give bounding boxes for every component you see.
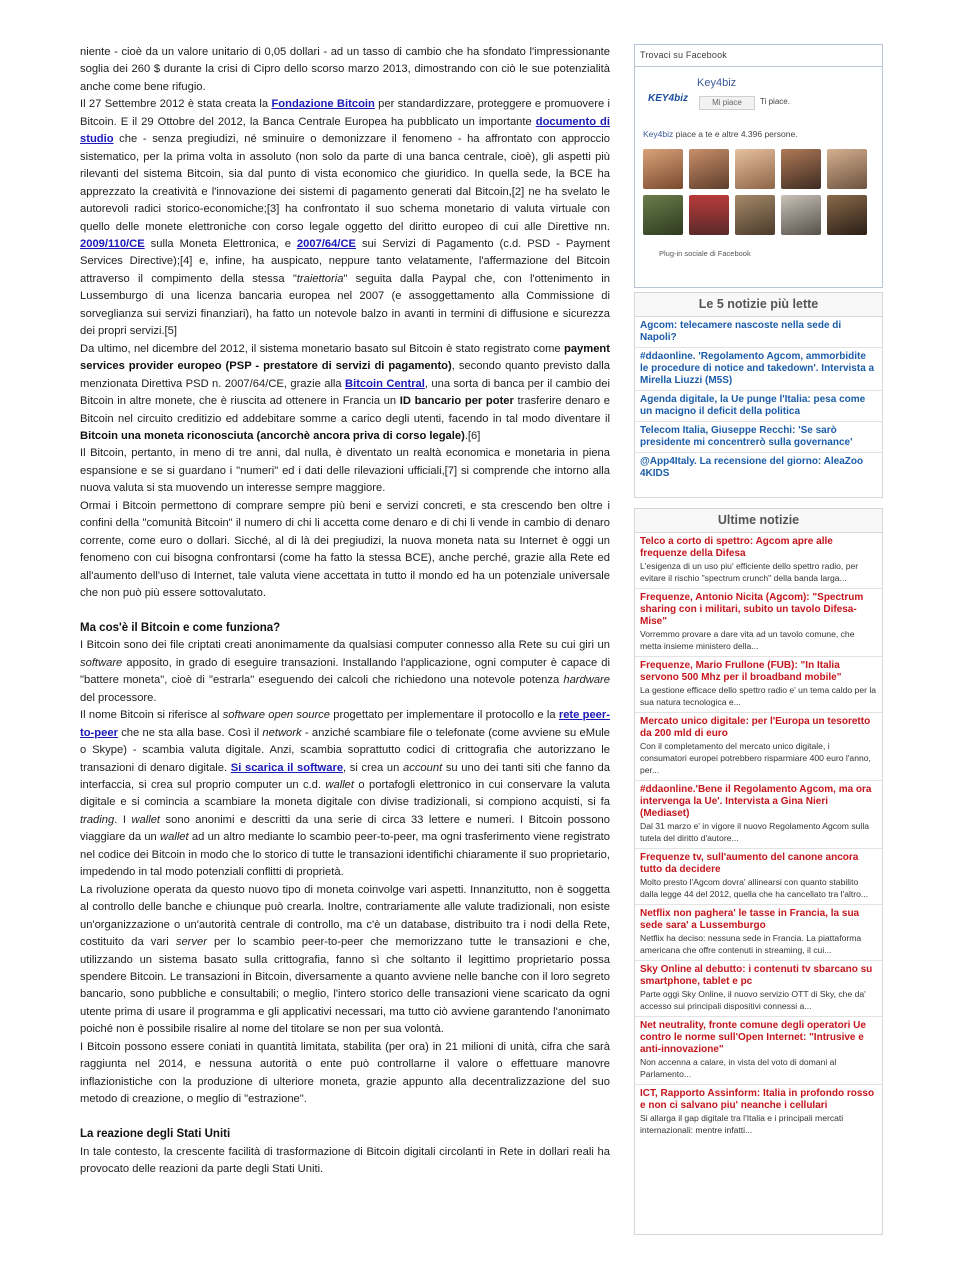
- text: sulla Moneta Elettronica, e: [144, 237, 297, 250]
- article-body: [80, 44, 610, 1178]
- fan-avatar[interactable]: [735, 195, 775, 235]
- directive-2007-64-link[interactable]: 2007/64/CE: [296, 237, 357, 250]
- text: - anziché scambiare file o telefonate (come avviene su eMule o Skype) - scambia valuta digitale. Anzi, scambia soprattutto codici di crittografia che autorizzano le transazioni di denaro digitale.: [80, 726, 611, 774]
- scarica-software-link[interactable]: Si scarica il software: [230, 761, 344, 774]
- text: .[6]: [464, 429, 481, 442]
- article-paragraph: [80, 341, 610, 446]
- news-item: [635, 905, 882, 961]
- text: per lo scambio peer-to-peer che memorizzano tutte le transazioni e che, utilizzando un sistema basato sulla crittografia, fanno sì che soltanto il legittimo proprietario possa spendere Bitcoin. Le transazioni in Bitcoin, diversamente a quanto avviene nelle banche con il loro segreto bancario, sono pubbliche e consultabili; o meglio, l'intero storico delle transazioni viene scaricato da ogni utente prima di usare il programma e gli applicativi necessari, ma tutto ciò avviene garantendo l'anonimato poiché non è possibile risalire al nome del titolare se non per sua volontà.: [80, 936, 611, 1036]
- news-title-link[interactable]: Telco a corto di spettro: Agcom apre alle frequenze della Difesa: [640, 536, 833, 559]
- fondazione-bitcoin-link[interactable]: Fondazione Bitcoin: [271, 98, 375, 111]
- top-news-link[interactable]: #ddaonline. 'Regolamento Agcom, ammorbidite le procedure di notice and takedown'. Intervista a Mirella Liuzzi (M5S): [635, 348, 882, 391]
- bold-text: Bitcoin una moneta riconosciuta (ancorchè ancora priva di corso legale): [80, 429, 465, 442]
- article-paragraph: Il Bitcoin, pertanto, in meno di tre anni, dal nulla, è diventato un realtà economica e monetaria in piena espansione e se si guardano i "numeri" ed i dati delle rilevazioni ufficiali,[7] si comprende che intorno alla nuova valuta si sta muovendo un interesse sempre maggiore.: [80, 447, 610, 495]
- spacer: [80, 1109, 610, 1126]
- top-five-news-box: [634, 292, 883, 498]
- news-excerpt: La gestione efficace dello spettro radio e' un tema caldo per la sua natura tecnologica e...: [640, 685, 877, 707]
- fan-avatar[interactable]: [781, 195, 821, 235]
- emphasis: wallet: [325, 779, 355, 792]
- fan-avatar[interactable]: [689, 195, 729, 235]
- rete-peer-to-peer-link[interactable]: rete peer-to-peer: [80, 709, 610, 739]
- key4biz-logo-icon[interactable]: [647, 87, 693, 107]
- text: Il 27 Settembre 2012 è stata creata la: [80, 98, 272, 111]
- facebook-like-button[interactable]: Mi piace: [699, 96, 755, 110]
- news-excerpt: Dal 31 marzo e' in vigore il nuovo Regolamento Agcom sulla tutela del diritto d'autore...: [640, 821, 870, 843]
- emphasis: network: [262, 726, 302, 739]
- fan-avatar[interactable]: [643, 149, 683, 189]
- top-news-link[interactable]: Agcom: telecamere nascoste nella sede di Napoli?: [635, 317, 882, 348]
- text: , una sorta di banca per il cambio dei Bitcoin in altre monete, che è riuscita ad ottenere in Francia un: [80, 377, 610, 408]
- text: ad un altro mediante lo scambio peer-to-peer, ma ogni trasferimento viene registrato nel codice dei Bitcoin in modo che lo storico di tutte le transazioni identifichi chiaramente il suo proprietario, impedendo in tal modo potenziali conflitti di proprietà.: [80, 831, 611, 879]
- news-excerpt: Molto presto l'Agcom dovra' allinearsi con quanto stabilito dalla legge 44 del 2012, quella che ha cancellato tra l'altro...: [640, 877, 869, 899]
- article-paragraph: [80, 707, 610, 882]
- directive-2009-110-link[interactable]: 2009/110/CE: [80, 237, 145, 250]
- text: che ne sta alla base. Così il: [117, 726, 263, 739]
- documento-di-studio-link[interactable]: documento di studio: [80, 115, 610, 146]
- article-paragraph: In tale contesto, la crescente facilità di trasformazione di Bitcoin digitali circolanti in Rete in dollari reali ha provocato delle reazioni da parte degli Stati Uniti.: [80, 1145, 610, 1175]
- text: sui Servizi di Pagamento (c.d. PSD - Payment Services Directive);[4] e, infine, ha auspicato, neppure tanto velatamente, l'affermazione del Bitcoin attraverso il compimento della stessa ": [80, 237, 610, 285]
- top-news-link[interactable]: @App4Italy. La recensione del giorno: AleaZoo 4KIDS: [640, 456, 864, 479]
- fan-avatar[interactable]: [781, 149, 821, 189]
- emphasis: server: [175, 936, 207, 949]
- section-heading: Ma cos'è il Bitcoin e come funziona?: [80, 621, 281, 634]
- news-excerpt: Si allarga il gap digitale tra l'Italia e i principali mercati internazionali: mentre infatti...: [640, 1113, 844, 1135]
- emphasis: software: [80, 656, 123, 669]
- news-title-link[interactable]: #ddaonline.'Bene il Regolamento Agcom, ma ora intervenga la Ue'. Intervista a Gina Nieri (Mediaset): [640, 784, 872, 819]
- news-excerpt: Netflix ha deciso: nessuna sede in Francia. La piattaforma americana che offre contenuti in streaming, il cui...: [640, 933, 862, 955]
- news-title-link[interactable]: Frequenze tv, sull'aumento del canone ancora tutto da decidere: [640, 852, 859, 875]
- text: su uno dei tanti siti che fanno da interfaccia, si crea sul proprio computer un c.d.: [80, 761, 610, 792]
- text: Da ultimo, nel dicembre del 2012, il sistema monetario basato sul Bitcoin è stato registrato come: [80, 342, 564, 355]
- bold-text: payment services provider europeo (PSP - prestatore di servizi di pagamento): [80, 342, 610, 373]
- news-item: [635, 849, 882, 905]
- article-paragraph: [80, 96, 610, 340]
- section-heading: La reazione degli Stati Uniti: [80, 1128, 231, 1141]
- news-title-link[interactable]: Sky Online al debutto: i contenuti tv sbarcano su smartphone, tablet e pc: [640, 964, 873, 987]
- news-excerpt: Con il completamento del mercato unico digitale, i consumatori europei potrebbero risparmiare 400 euro l'anno, per...: [640, 741, 871, 775]
- news-title-link[interactable]: ICT, Rapporto Assinform: Italia in profondo rosso e non ci salvano piu' neanche i cellulari: [640, 1088, 875, 1111]
- text: , secondo quanto previsto dalla menzionata Direttiva PSD n. 2007/64/CE, grazie alla: [80, 360, 611, 390]
- news-title-link[interactable]: Mercato unico digitale: per l'Europa un tesoretto da 200 mld di euro: [640, 716, 871, 739]
- emphasis: wallet: [131, 813, 161, 826]
- latest-news-box: [634, 508, 883, 1235]
- facebook-like-status: Ti piace.: [760, 97, 790, 106]
- top-five-title: Le 5 notizie più lette: [635, 293, 882, 317]
- text: progettato per implementare il protocollo e la: [329, 709, 559, 722]
- news-item: [635, 781, 882, 849]
- news-item: [635, 961, 882, 1017]
- emphasis: software open source: [222, 709, 330, 722]
- spacer: [80, 603, 610, 620]
- news-item: [635, 533, 882, 589]
- news-item: [635, 1017, 882, 1085]
- news-item: [635, 1085, 882, 1140]
- text: " seguita dalla Paypal che, con l'ottenimento in Lussemburgo di una licenza bancaria europea nel 2007 (e assoggettamento alla Commissione di sorveglianza sui servizi finanziari), ha fatto un notevole balzo in avanti in termini di diffusione e sicurezza dei propri servizi.[5]: [80, 272, 610, 338]
- fan-avatar[interactable]: [827, 149, 867, 189]
- text: . I: [114, 813, 132, 826]
- emphasis: hardware: [563, 674, 610, 687]
- facebook-count-text: piace a te e altre 4.396 persone.: [673, 129, 798, 139]
- text: che - senza pregiudizi, né sminuire o demonizzare il fenomeno - ha affrontato con approccio sistematico, per la prima volta in assoluto (non solo da parte di una banca centrale, cioè), gli aspetti più rilevanti del sistema Bitcoin, sia dal punto di vista economico che giuridico. In quella sede, la BCE ha apprezzato la creatività e l'innovazione dei sistemi di pagamento generati dal Bitcoin,[2] ne ha svelato le autorevoli radici storico-economiche;[3] ha confrontato il suo schema monetario di valuta virtuale con quello delle monete elettroniche con corso legale oggetto del diritto europeo di cui alle Direttive nn.: [80, 133, 610, 233]
- logo-text: KEY4biz: [648, 93, 689, 104]
- news-title-link[interactable]: Net neutrality, fronte comune degli operatori Ue contro le norme sull'Open Internet: "Intrusive e anti-innovazione": [640, 1020, 866, 1055]
- text: sono anonimi e descritti da una serie di circa 33 lettere e numeri. I Bitcoin possono viaggiare da un: [80, 813, 610, 844]
- fan-avatar[interactable]: [735, 149, 775, 189]
- emphasis: traiettoria: [296, 272, 344, 285]
- news-title-link[interactable]: Netflix non paghera' le tasse in Francia, la sua sede sara' a Lussemburgo: [640, 908, 860, 931]
- top-news-link[interactable]: Agenda digitale, la Ue punge l'Italia: pesa come un macigno il deficit della politica: [635, 391, 882, 422]
- facebook-widget: [634, 44, 883, 288]
- news-excerpt: Non accenna a calare, in vista del voto di domani al Parlamento...: [640, 1057, 837, 1079]
- article-paragraph: [80, 637, 610, 707]
- facebook-like-count: [643, 129, 798, 139]
- news-title-link[interactable]: Frequenze, Antonio Nicita (Agcom): "Spectrum sharing con i militari, subito un tavolo Difesa-Mise": [640, 592, 864, 627]
- fan-avatar[interactable]: [827, 195, 867, 235]
- emphasis: wallet: [160, 831, 189, 844]
- facebook-widget-header: Trovaci su Facebook: [635, 45, 882, 67]
- latest-news-title: Ultime notizie: [635, 509, 882, 533]
- text: trasferire denaro e Bitcoin nel circuito creditizio ed addebitare somme a carico degli utenti, facendo in tal modo diventare il: [80, 395, 610, 425]
- news-excerpt: Parte oggi Sky Online, il nuovo servizio OTT di Sky, che da' accesso sui principali dispositivi connessi a...: [640, 989, 866, 1011]
- text: , si crea un: [343, 761, 403, 774]
- facebook-page-name[interactable]: Key4biz: [697, 77, 737, 89]
- news-item: [635, 713, 882, 781]
- facebook-count-link[interactable]: Key4biz: [643, 129, 674, 139]
- facebook-page-info: [643, 77, 878, 117]
- text: del processore.: [80, 691, 157, 704]
- text: I Bitcoin sono dei file criptati creati anonimamente da qualsiasi computer connesso alla Rete su cui giri un: [80, 639, 610, 652]
- bold-text: ID bancario per poter: [399, 395, 514, 408]
- news-item: [635, 657, 882, 713]
- article-paragraph: niente - cioè da un valore unitario di 0,05 dollari - ad un tasso di cambio che ha sfondato l'impressionante soglia dei 260 $ durante la crisi di Cipro dello scorso marzo 2013, dimostrando con ciò le sue potenzialità anche come bene rifugio.: [80, 46, 610, 93]
- news-excerpt: Vorremmo provare a dare vita ad un tavolo comune, che metta insieme ministero della...: [640, 629, 855, 651]
- text: o portafogli elettronico in cui conservare la valuta digitale e si comincia a scambiare la moneta digitale con divise tradizionali, si compiono acquisti, si fa: [80, 779, 611, 809]
- text: La rivoluzione operata da questo nuovo tipo di moneta coinvolge vari aspetti. Innanzitutto, non è soggetta al controllo delle banche e chiunque può crearla. Inoltre, contrariamente alle valute tradizionali, non esiste un'organizzazione o un'autorità centrale di controllo, ma c'è un database, distribuito tra i nodi della Rete, costituito da vari: [80, 883, 610, 949]
- fan-avatar[interactable]: [643, 195, 683, 235]
- top-news-link[interactable]: Telecom Italia, Giuseppe Recchi: 'Se sarò presidente mi concentrerò sulla governance': [635, 422, 882, 453]
- news-item: [635, 589, 882, 657]
- text: apposito, in grado di eseguire transazioni. Installando l'applicazione, ogni computer è capace di "battere moneta", cioè di "estrarla" eseguendo dei calcoli che richiedono una notevole potenza: [80, 656, 610, 687]
- emphasis: account: [403, 761, 443, 774]
- article-paragraph: I Bitcoin possono essere coniati in quantità limitata, stabilita (per ora) in 21 milioni di unità, cifra che sarà raggiunta nel 2014, e nessuna autorità o ente può controllarne il valore o effettuare manovre inflazionistiche con la produzione di ulteriore moneta, grazie appunto alla decentralizzazione del suo metodo di creazione, o meglio di "estrazione".: [80, 1040, 610, 1106]
- facebook-plugin-label: Plug-in sociale di Facebook: [659, 249, 751, 258]
- text: Il nome Bitcoin si riferisce al: [80, 709, 223, 722]
- bitcoin-central-link[interactable]: Bitcoin Central: [345, 377, 425, 390]
- article-paragraph: [80, 882, 610, 1039]
- emphasis: trading: [80, 813, 115, 826]
- article-paragraph: Ormai i Bitcoin permettono di comprare sempre più beni e servizi concreti, e sta crescendo ben oltre i confini della "comunità Bitcoin" il numero di chi li accetta come denaro e di chi li vende in cambio di denaro corrente, come euro o dollari. Sicché, al di là dei pregiudizi, la nuova moneta nata su Internet è oggi un fenomeno con cui bisogna confrontarsi (come ha fatto la stessa BCE), anche perché, grazie alla Rete ed all'aumento dell'uso di Internet, tale valuta viene accettata in tutto il mondo ed ha un potenziale universale che non può più essere sottovalutato.: [80, 499, 610, 600]
- text: per standardizzare, proteggere e promuovere i Bitcoin. E il 29 Ottobre del 2012, la Banca Centrale Europea ha pubblicato un importante: [80, 98, 610, 128]
- news-excerpt: L'esigenza di un uso piu' efficiente dello spettro radio, per evitare il rischio "spectrum crunch" della banda larga...: [640, 561, 859, 583]
- news-title-link[interactable]: Frequenze, Mario Frullone (FUB): "In Italia servono 500 Mhz per il broadband mobile": [640, 660, 842, 683]
- fan-avatar[interactable]: [689, 149, 729, 189]
